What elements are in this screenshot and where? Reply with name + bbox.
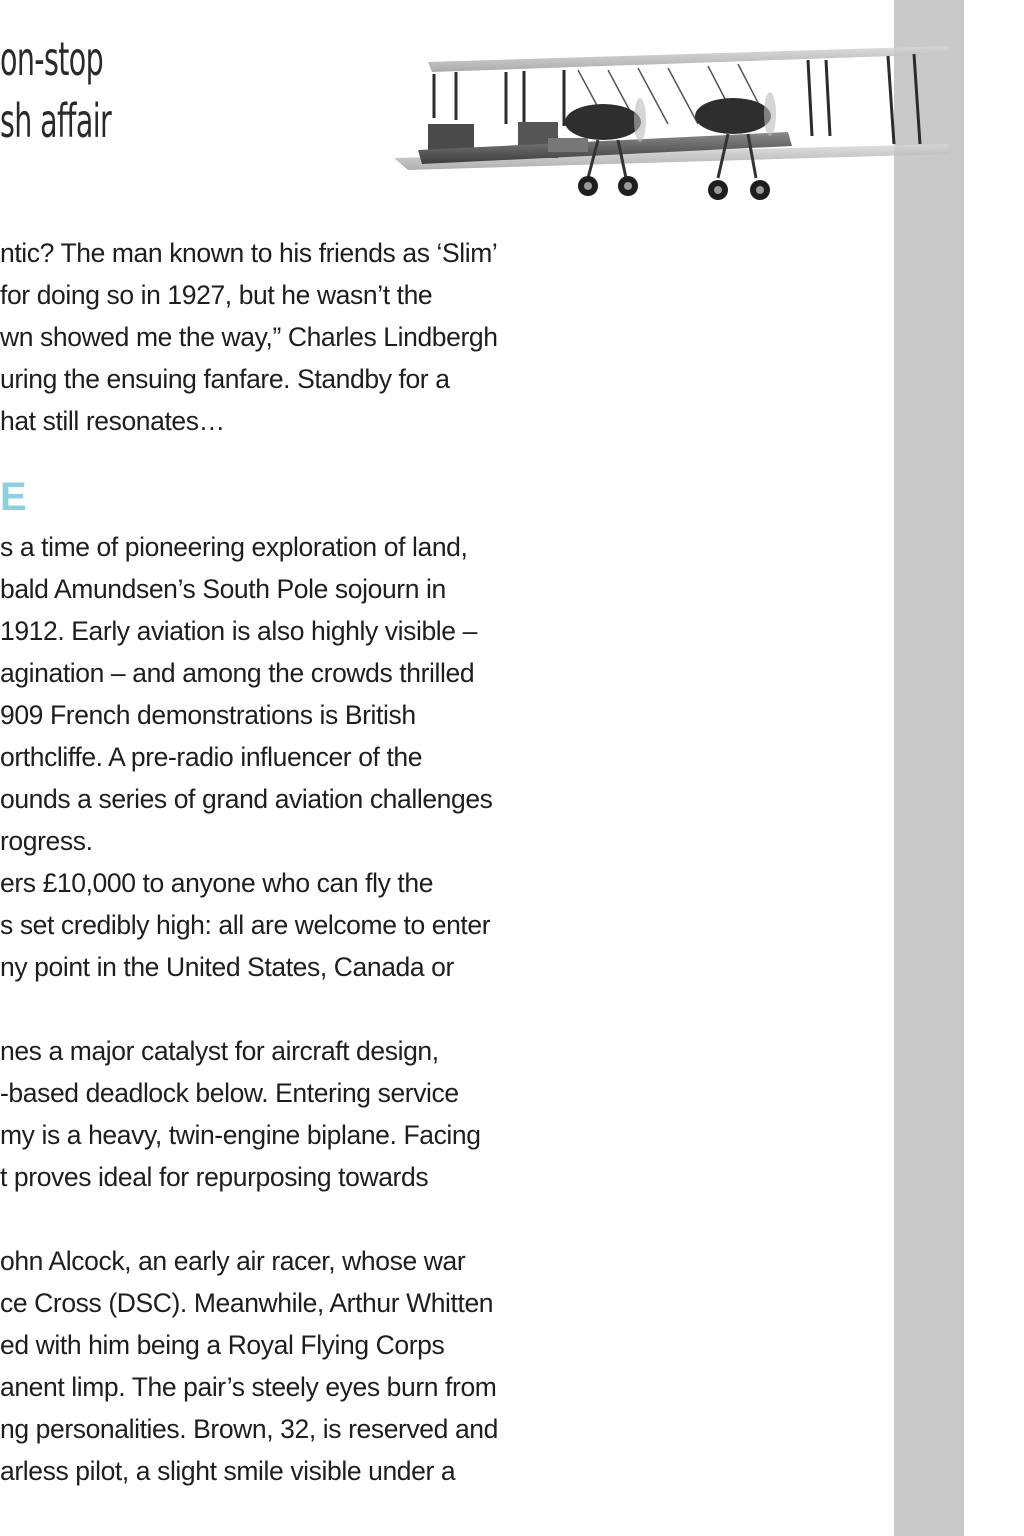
body-line: ers £10,000 to anyone who can fly the [0,868,434,898]
body-line: orthcliffe. A pre-radio influencer of the [0,742,423,772]
section-heading: E [0,475,27,519]
body-line: t proves ideal for repurposing towards [0,1162,429,1192]
intro-line: ntic? The man known to his friends as ‘Slim’ [0,238,498,268]
body-line: ounds a series of grand aviation challenges [0,784,493,814]
body-line: -based deadlock below. Entering service [0,1078,459,1108]
body-line: s a time of pioneering exploration of land, [0,532,468,562]
biplane-photo [388,40,953,212]
body-line: anent limp. The pair’s steely eyes burn from [0,1372,497,1402]
paragraph-gap [0,1198,580,1240]
headline-line-1: on-stop [0,32,104,86]
body-line: ny point in the United States, Canada or [0,952,454,982]
article-body [0,526,580,1492]
intro-paragraph [0,232,580,442]
intro-line: hat still resonates… [0,406,225,436]
body-line: ohn Alcock, an early air racer, whose war [0,1246,466,1276]
body-line: nes a major catalyst for aircraft design, [0,1036,439,1066]
body-line: 909 French demonstrations is British [0,700,416,730]
body-line: 1912. Early aviation is also highly visible – [0,616,477,646]
body-line: arless pilot, a slight smile visible under a [0,1456,456,1486]
paragraph-gap [0,988,580,1030]
body-line: bald Amundsen’s South Pole sojourn in [0,574,446,604]
body-line: my is a heavy, twin-engine biplane. Facing [0,1120,481,1150]
body-line: ce Cross (DSC). Meanwhile, Arthur Whitten [0,1288,494,1318]
body-line: ng personalities. Brown, 32, is reserved and [0,1414,498,1444]
headline-line-2: sh affair [0,94,112,148]
body-line: rogress. [0,826,93,856]
intro-line: uring the ensuing fanfare. Standby for a [0,364,450,394]
intro-line: wn showed me the way,” Charles Lindbergh [0,322,498,352]
intro-line: for doing so in 1927, but he wasn’t the [0,280,433,310]
article-headline [0,28,223,152]
page-side-strip [894,0,964,1536]
body-line: agination – and among the crowds thrilled [0,658,475,688]
body-line: s set credibly high: all are welcome to enter [0,910,491,940]
body-line: ed with him being a Royal Flying Corps [0,1330,445,1360]
